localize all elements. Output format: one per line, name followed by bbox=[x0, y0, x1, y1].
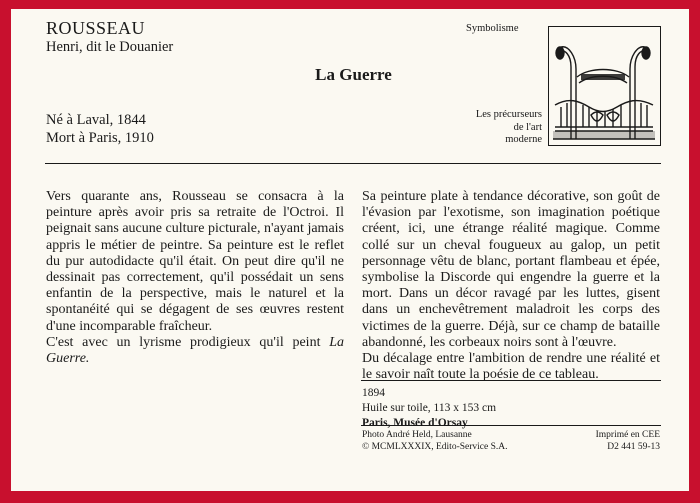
series-label-line: moderne bbox=[505, 134, 542, 145]
art-card bbox=[11, 9, 689, 491]
info-divider-bottom bbox=[361, 425, 661, 426]
artist-name: ROUSSEAU bbox=[46, 18, 146, 38]
inline-title: La Guerre. bbox=[46, 334, 344, 367]
series-label-line: de l'art bbox=[513, 121, 542, 133]
artwork-year: 1894 bbox=[362, 387, 385, 399]
artist-full-name: Henri, dit le Douanier bbox=[46, 39, 174, 55]
text-column-left bbox=[46, 189, 344, 367]
paragraph-description bbox=[46, 335, 344, 367]
paragraph-intro: Vers quarante ans, Rousseau se consacra à la peinture après avoir pris sa retraite de l'Octroi. Il peignait sans aucune culture picturale, n'ayant jamais appris le métier de peintre. Sa peinture est le reflet du pur autodidacte qu'il était. On peut dire qu'il ne dessinait pas correctement, qu'il possédait un sens enfantin de la perspective, mais le naturel et la spontanéité qui se dégagent de ses œuvres restent d'une incomparable fraîcheur. bbox=[46, 189, 344, 334]
photo-credits bbox=[362, 429, 507, 453]
paragraph-conclusion: Du décalage entre l'ambition de rendre une réalité et le savoir naît toute la poésie de ce tableau. bbox=[362, 351, 660, 383]
info-divider-top bbox=[361, 380, 661, 381]
birth-info: Né à Laval, 1844 bbox=[46, 112, 146, 128]
artwork-medium: Huile sur toile, 113 x 153 cm bbox=[362, 402, 497, 414]
copyright-notice: © MCMLXXXIX, Edito-Service S.A. bbox=[362, 442, 508, 452]
header-divider bbox=[45, 163, 661, 164]
text-column-right bbox=[362, 189, 660, 383]
paragraph-description-continued: Sa peinture plate à tendance décorative, son goût de l'évasion par l'exotisme, son imagination poétique créent, ici, une étrange réalité magique. Comme collé sur un cheval fougueux au galop, un petit personnage vêtu de blanc, portant flambeau et épée, symbolise la Discorde qui engendre la guerre et la mort. Dans un décor ravagé par les luttes, gisent dans un enchevêtrement maladroit les corps des victimes de la guerre. Déjà, sur ce champ de bataille abandonné, les corbeaux noirs sont à l'œuvre. bbox=[362, 189, 660, 350]
series-label bbox=[436, 109, 542, 147]
photo-credit: Photo André Held, Lausanne bbox=[362, 430, 472, 440]
artwork-title: La Guerre bbox=[315, 65, 392, 84]
card-code: D2 441 59-13 bbox=[607, 442, 660, 452]
metro-entrance-illustration bbox=[549, 27, 660, 145]
print-info bbox=[546, 429, 660, 453]
death-info: Mort à Paris, 1910 bbox=[46, 130, 154, 146]
paragraph-description-start: C'est avec un lyrisme prodigieux qu'il peint bbox=[46, 334, 330, 350]
series-label-line: Les précurseurs bbox=[475, 109, 542, 120]
movement-label: Symbolisme bbox=[466, 23, 519, 34]
artwork-location: Paris, Musée d'Orsay bbox=[362, 417, 468, 429]
printed-in: Imprimé en CEE bbox=[595, 430, 660, 440]
art-nouveau-metro-emblem bbox=[548, 26, 661, 146]
